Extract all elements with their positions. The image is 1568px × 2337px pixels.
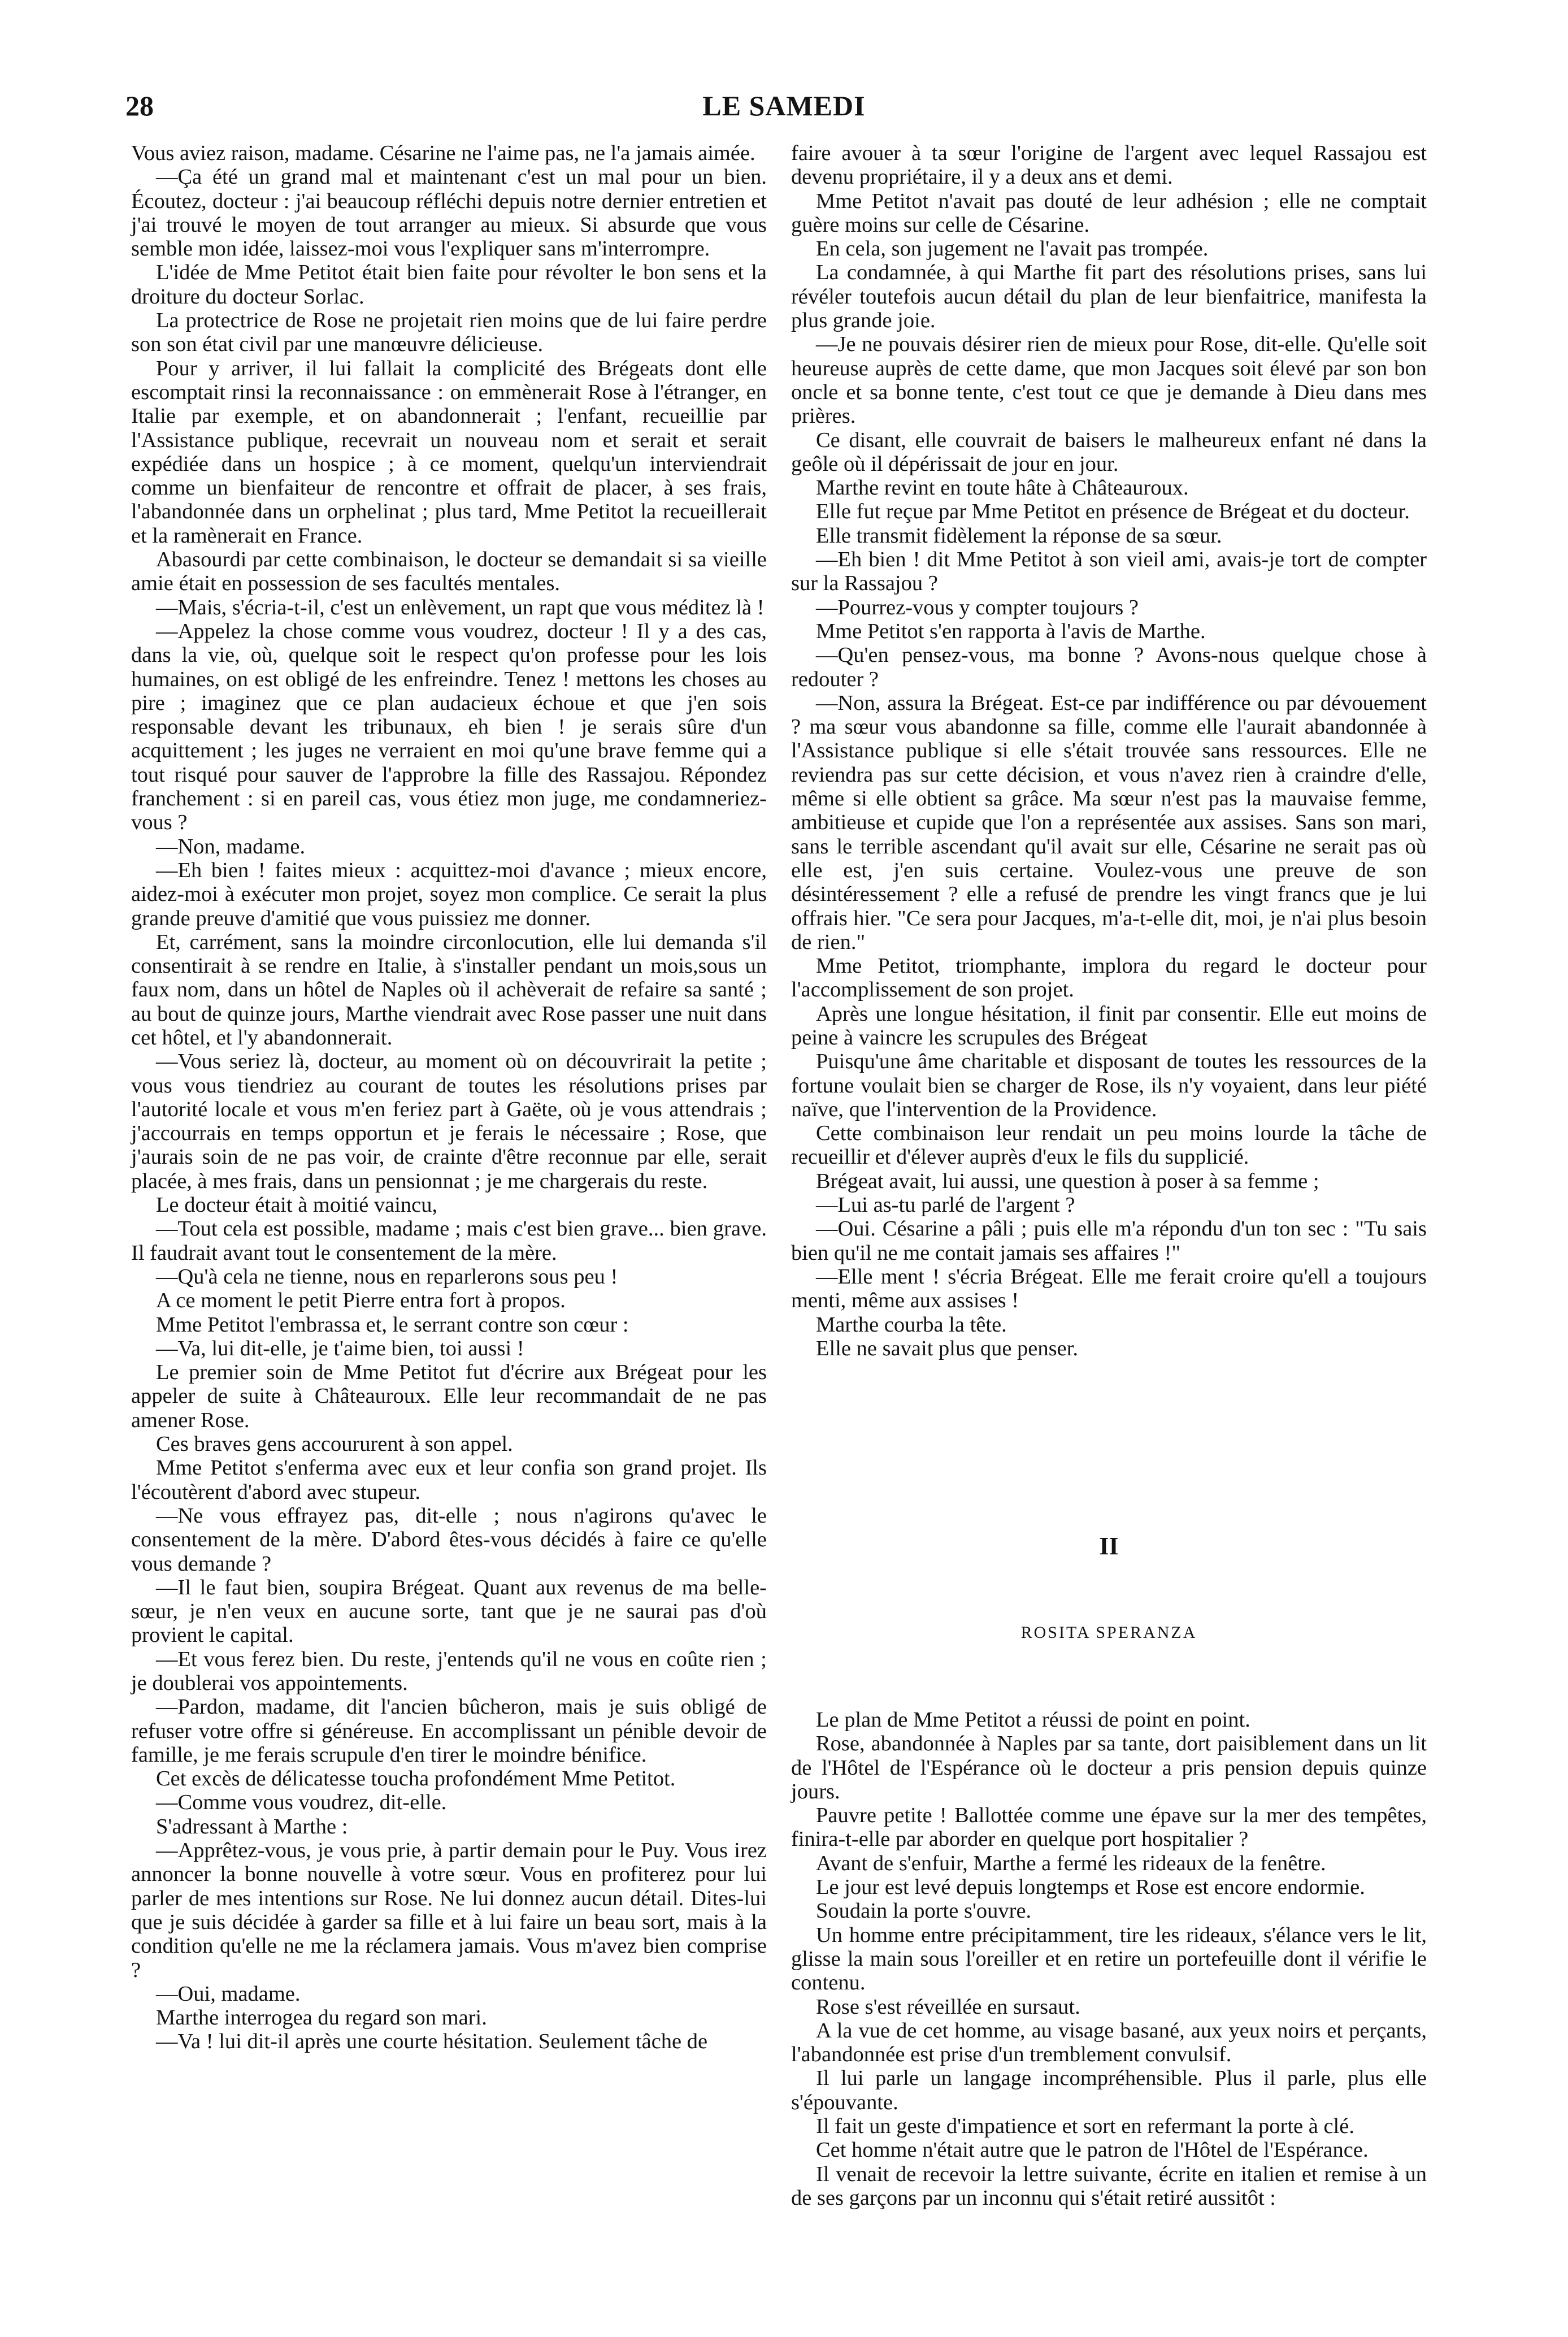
paragraph: Ce disant, elle couvrait de baisers le malheureux enfant né dans la geôle où il dépérissait de jour en jour.: [791, 428, 1427, 476]
paragraph: —Qu'à cela ne tienne, nous en reparlerons sous peu !: [156, 1264, 618, 1289]
paragraph: Abasourdi par cette combinaison, le docteur se demandait si sa vieille amie était en possession de ses facultés mentales.: [131, 548, 767, 596]
paragraph: Marthe interrogea du regard son mari.: [156, 2006, 487, 2030]
paragraph: Un homme entre précipitamment, tire les rideaux, s'élance vers le lit, glisse la main sous l'oreiller et en retire un portefeuille dont il vérifie le contenu.: [791, 1923, 1427, 1995]
paragraph: Pauvre petite ! Ballottée comme une épave sur la mer des tempêtes, finira-t-elle par aborder en quelque port hospitalier ?: [791, 1803, 1427, 1852]
paragraph: Il fait un geste d'impatience et sort en refermant la porte à clé.: [816, 2114, 1354, 2139]
paragraph: —Il le faut bien, soupira Brégeat. Quant aux revenus de ma belle-sœur, je n'en veux en aucune sorte, tant que je ne saurai pas d'où provient le capital.: [131, 1575, 767, 1647]
paragraph: —Oui. Césarine a pâli ; puis elle m'a répondu d'un ton sec : "Tu sais bien qu'il ne me contait jamais ses affaires !": [791, 1217, 1427, 1265]
paragraph: Rose s'est réveillée en sursaut.: [816, 1995, 1080, 2019]
running-title: LE SAMEDI: [702, 90, 866, 122]
paragraph: —Pardon, madame, dit l'ancien bûcheron, mais je suis obligé de refuser votre offre si généreuse. En accomplissant un pénible devoir de famille, je me ferais scrupule d'en tirer le moindre bénifice.: [131, 1695, 767, 1767]
paragraph: En cela, son jugement ne l'avait pas trompée.: [816, 237, 1209, 261]
chapter-title: ROSITA SPERANZA: [1020, 1623, 1197, 1642]
paragraph: Le plan de Mme Petitot a réussi de point en point.: [816, 1708, 1250, 1732]
paragraph: —Vous seriez là, docteur, au moment où on découvrirait la petite ; vous vous tiendriez au courant de toutes les résolutions prises par l'autorité locale et vous m'en feriez part à Gaëte, où je vous attendrais ; j'accourrais en temps opportun et je ferais le nécessaire ; Rose, que j'aurais soin de ne pas voir, de crainte d'être reconnue par elle, serait placée, à mes frais, dans un pensionnat ; je me chargerais du reste.: [131, 1050, 767, 1193]
paragraph: —Apprêtez-vous, je vous prie, à partir demain pour le Puy. Vous irez annoncer la bonne nouvelle à votre sœur. Vous en profiterez pour lui parler de mes intentions sur Rose. Ne lui donnez aucun détail. Dites-lui que je suis décidée à garder sa fille et à lui faire un beau sort, mais à la condition qu'elle ne me la réclamera jamais. Vous m'avez bien comprise ?: [131, 1839, 767, 1982]
paragraph: Et, carrément, sans la moindre circonlocution, elle lui demanda s'il consentirait à se rendre en Italie, à s'installer pendant un mois,sous un faux nom, dans un hôtel de Naples où il achèverait de refaire sa santé ; au bout de quinze jours, Marthe viendrait avec Rose passer une nuit dans cet hôtel, et l'y abandonnerait.: [131, 930, 767, 1050]
chapter-number: II: [1099, 1532, 1119, 1560]
paragraph: A ce moment le petit Pierre entra fort à propos.: [156, 1289, 566, 1313]
paragraph: Vous aviez raison, madame. Césarine ne l'aime pas, ne l'a jamais aimée.: [131, 141, 755, 165]
paragraph: Le docteur était à moitié vaincu,: [156, 1193, 438, 1217]
paragraph: Cet excès de délicatesse toucha profondément Mme Petitot.: [156, 1767, 676, 1791]
paragraph: Cet homme n'était autre que le patron de l'Hôtel de l'Espérance.: [816, 2138, 1369, 2162]
paragraph: —Pourrez-vous y compter toujours ?: [816, 595, 1139, 619]
paragraph: —Je ne pouvais désirer rien de mieux pour Rose, dit-elle. Qu'elle soit heureuse auprès de cette dame, que mon Jacques soit élevé par son bon oncle et sa bonne tente, c'est tout ce que je demande à Dieu dans mes prières.: [791, 332, 1427, 428]
paragraph: La protectrice de Rose ne projetait rien moins que de lui faire perdre son son état civil par une manœuvre délicieuse.: [131, 309, 767, 357]
paragraph: Mme Petitot s'en rapporta à l'avis de Marthe.: [816, 619, 1206, 643]
paragraph: Ces braves gens accoururent à son appel.: [156, 1432, 513, 1456]
paragraph: Soudain la porte s'ouvre.: [816, 1899, 1032, 1923]
paragraph: A la vue de cet homme, au visage basané, aux yeux noirs et perçants, l'abandonnée est prise d'un tremblement convulsif.: [791, 2018, 1427, 2067]
paragraph: L'idée de Mme Petitot était bien faite pour révolter le bon sens et la droiture du docteur Sorlac.: [131, 261, 767, 309]
paragraph: —Ne vous effrayez pas, dit-elle ; nous n'agirons qu'avec le consentement de la mère. D'abord êtes-vous décidés à faire ce qu'elle vous demande ?: [131, 1503, 767, 1576]
paragraph: Il venait de recevoir la lettre suivante, écrite en italien et remise à un de ses garçons par un inconnu qui s'était retiré aussitôt :: [791, 2162, 1427, 2210]
paragraph: Marthe courba la tête.: [816, 1312, 1007, 1337]
paragraph: Après une longue hésitation, il finit par consentir. Elle eut moins de peine à vaincre les scrupules des Brégeat: [791, 1001, 1427, 1050]
paragraph: Il lui parle un langage incompréhensible. Plus il parle, plus elle s'épouvante.: [791, 2066, 1427, 2114]
paragraph: faire avouer à ta sœur l'origine de l'argent avec lequel Rassajou est devenu propriétaire, il y a deux ans et demi.: [791, 141, 1427, 189]
paragraph: —Lui as-tu parlé de l'argent ?: [816, 1193, 1075, 1217]
paragraph: —Oui, madame.: [156, 1982, 301, 2006]
paragraph: Le jour est levé depuis longtemps et Rose est encore endormie.: [816, 1875, 1365, 1900]
paragraph: —Comme vous voudrez, dit-elle.: [156, 1790, 447, 1815]
paragraph: —Tout cela est possible, madame ; mais c'est bien grave... bien grave. Il faudrait avant tout le consentement de la mère.: [131, 1217, 767, 1265]
paragraph: Cette combinaison leur rendait un peu moins lourde la tâche de recueillir et d'élever auprès d'eux le fils du supplicié.: [791, 1121, 1427, 1169]
paragraph: Le premier soin de Mme Petitot fut d'écrire aux Brégeat pour les appeler de suite à Châteauroux. Elle leur recommandait de ne pas amener Rose.: [131, 1360, 767, 1432]
paragraph: Puisqu'une âme charitable et disposant de toutes les ressources de la fortune voulait bien se charger de Rose, ils n'y voyaient, dans leur piété naïve, que l'intervention de la Providence.: [791, 1050, 1427, 1121]
paragraph: Elle transmit fidèlement la réponse de sa sœur.: [816, 523, 1222, 548]
paragraph: —Non, madame.: [156, 834, 306, 859]
paragraph: S'adressant à Marthe :: [156, 1814, 348, 1839]
paragraph: Pour y arriver, il lui fallait la complicité des Brégeats dont elle escomptait rinsi la reconnaissance : on emmènerait Rose à l'étranger, en Italie par exemple, et on abandonnerait ; l'enfant, recueillie par l'Assistance publique, recevrait un nouveau nom et serait et serait expédiée dans un hospice ; à ce moment, quelqu'un interviendrait comme un bienfaiteur de rencontre et offrait de placer, à ses frais, l'abandonnée dans un orphelinat ; plus tard, Mme Petitot la recueillerait et la ramènerait en France.: [131, 356, 767, 548]
paragraph: —Appelez la chose comme vous voudrez, docteur ! Il y a des cas, dans la vie, où, quelque soit le respect qu'on professe pour les lois humaines, on est obligé de les enfreindre. Tenez ! mettons les choses au pire ; imaginez que ce plan audacieux échoue et que j'en sois responsable devant les tribunaux, eh bien ! je serais sûre d'un acquittement ; les juges ne verraient en moi qu'une brave femme qui a tout risqué pour sauver de l'approbre la fille des Rassajou. Répondez franchement : si en pareil cas, vous étiez mon juge, me condamneriez-vous ?: [131, 619, 767, 835]
paragraph: —Et vous ferez bien. Du reste, j'entends qu'il ne vous en coûte rien ; je doublerai vos appointements.: [131, 1647, 767, 1695]
paragraph: —Eh bien ! dit Mme Petitot à son vieil ami, avais-je tort de compter sur la Rassajou ?: [791, 548, 1427, 596]
paragraph: La condamnée, à qui Marthe fit part des résolutions prises, sans lui révéler toutefois aucun détail du plan de leur bienfaitrice, manifesta la plus grande joie.: [791, 261, 1427, 333]
paragraph: —Qu'en pensez-vous, ma bonne ? Avons-nous quelque chose à redouter ?: [791, 643, 1427, 691]
paragraph: —Non, assura la Brégeat. Est-ce par indifférence ou par dévouement ? ma sœur vous abandonne sa fille, comme elle l'aurait abandonnée à l'Assistance publique si elle s'était trouvée sans ressources. Elle ne reviendra pas sur cette décision, et vous n'avez rien à craindre d'elle, même si elle obtient sa grâce. Ma sœur n'est pas la mauvaise femme, ambitieuse et cupide que l'on a représentée aux assises. Sans son mari, sans le terrible ascendant qu'il avait sur elle, Césarine ne serait pas où elle est, j'en suis certaine. Voulez-vous une preuve de son désintéressement ? elle a refusé de prendre les vingt francs que je lui offrais hier. "Ce sera pour Jacques, m'a-t-elle dit, moi, je n'ai plus besoin de rien.": [791, 691, 1427, 954]
paragraph: Mme Petitot n'avait pas douté de leur adhésion ; elle ne comptait guère moins sur celle de Césarine.: [791, 189, 1427, 237]
paragraph: —Elle ment ! s'écria Brégeat. Elle me ferait croire qu'ell a toujours menti, même aux assises !: [791, 1264, 1427, 1313]
paragraph: —Va, lui dit-elle, je t'aime bien, toi aussi !: [156, 1336, 524, 1360]
right-column: [791, 141, 1427, 1360]
paragraph: Elle fut reçue par Mme Petitot en présence de Brégeat et du docteur.: [816, 500, 1410, 524]
paragraph: Elle ne savait plus que penser.: [816, 1336, 1079, 1360]
chapter-text: [791, 1708, 1427, 2210]
paragraph: —Mais, s'écria-t-il, c'est un enlèvement, un rapt que vous méditez là !: [156, 595, 765, 619]
paragraph: Avant de s'enfuir, Marthe a fermé les rideaux de la fenêtre.: [816, 1851, 1326, 1875]
page-number: 28: [125, 90, 154, 122]
paragraph: Mme Petitot l'embrassa et, le serrant contre son cœur :: [156, 1312, 629, 1337]
paragraph: —Eh bien ! faites mieux : acquittez-moi d'avance ; mieux encore, aidez-moi à exécuter mon projet, soyez mon complice. Ce serait la plus grande preuve d'amitié que vous puissiez me donner.: [131, 858, 767, 930]
paragraph: Mme Petitot s'enferma avec eux et leur confia son grand projet. Ils l'écoutèrent d'abord avec stupeur.: [131, 1456, 767, 1504]
paragraph: Mme Petitot, triomphante, implora du regard le docteur pour l'accomplissement de son projet.: [791, 954, 1427, 1002]
paragraph: Brégeat avait, lui aussi, une question à poser à sa femme ;: [816, 1169, 1319, 1193]
paragraph: Rose, abandonnée à Naples par sa tante, dort paisiblement dans un lit de l'Hôtel de l'Espérance où le docteur a pris pension depuis quinze jours.: [791, 1732, 1427, 1803]
left-column: [131, 141, 767, 2054]
paragraph: —Ça été un grand mal et maintenant c'est un mal pour un bien. Écoutez, docteur : j'ai beaucoup réfléchi depuis notre dernier entretien et j'ai trouvé le moyen de tout arranger au mieux. Si absurde que vous semble mon idée, laissez-moi vous l'expliquer sans m'interrompre.: [131, 165, 767, 261]
paragraph: —Va ! lui dit-il après une courte hésitation. Seulement tâche de: [156, 2030, 708, 2054]
paragraph: Marthe revint en toute hâte à Châteauroux.: [816, 476, 1189, 500]
